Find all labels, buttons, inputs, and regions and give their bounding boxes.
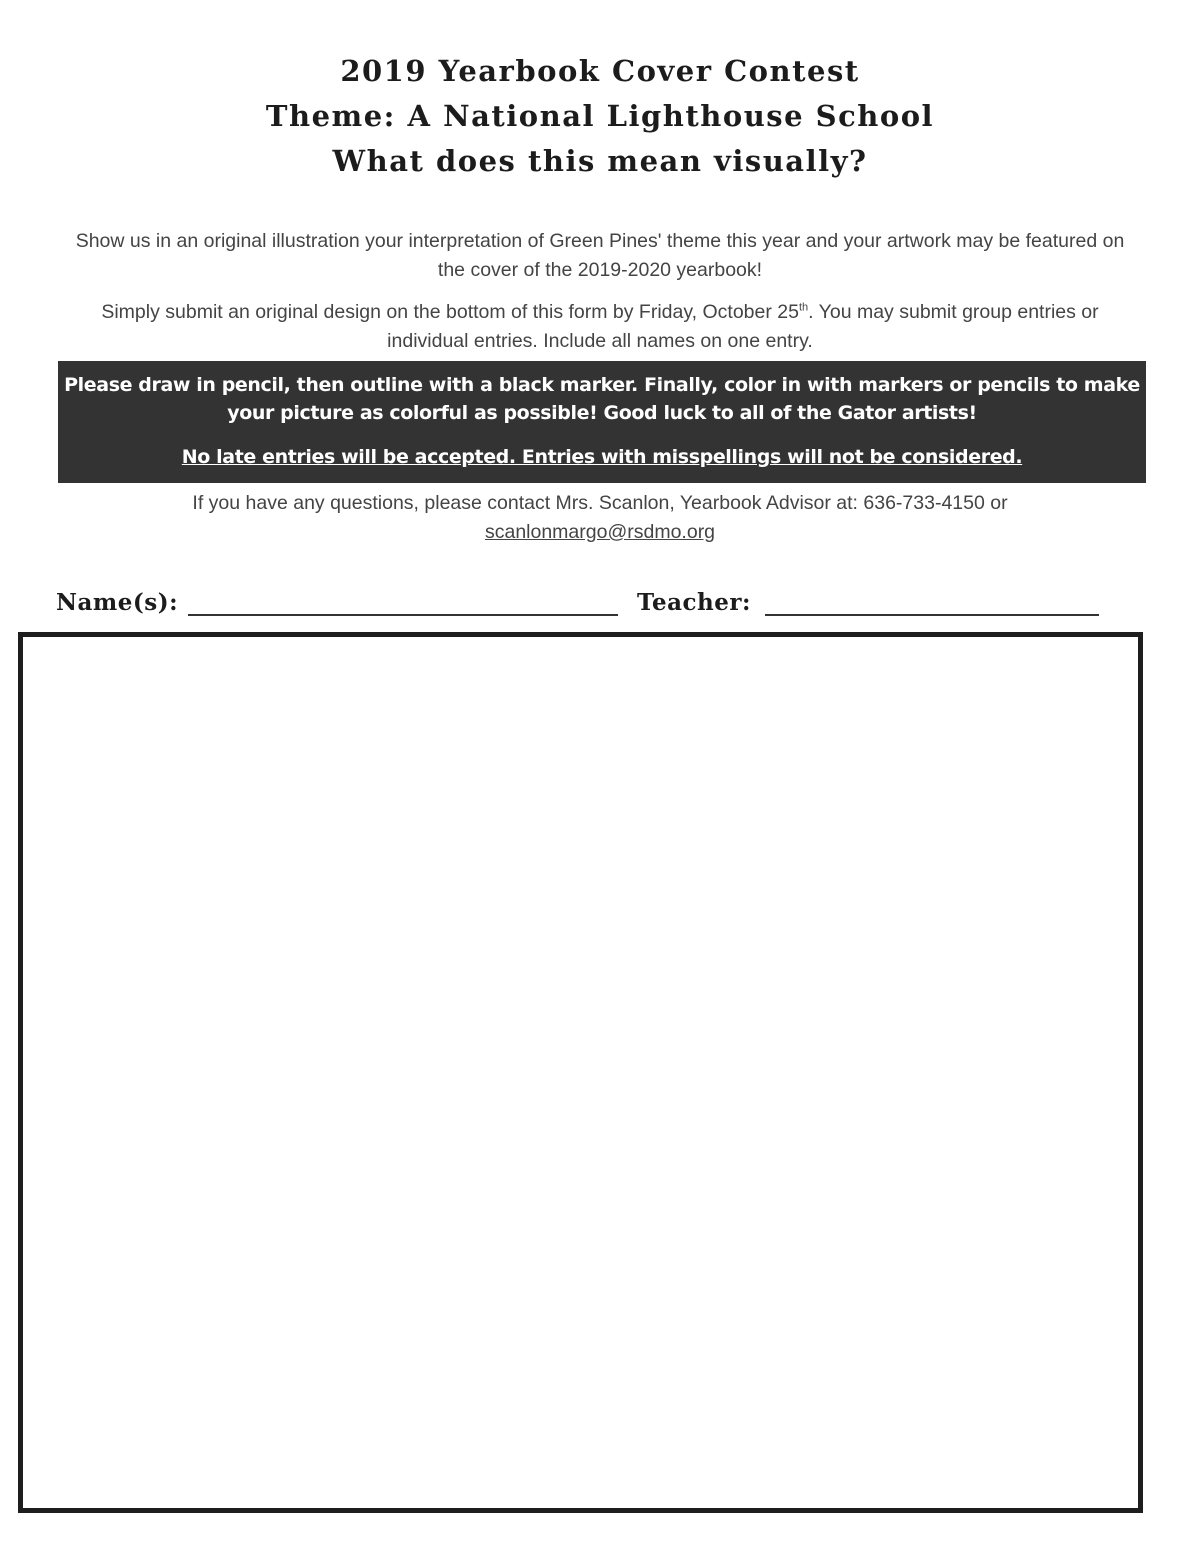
title-contest: 2019 Yearbook Cover Contest — [340, 54, 860, 88]
names-label: Name(s): — [56, 589, 179, 616]
contact-paragraph — [60, 489, 1140, 547]
drawing-area[interactable] — [18, 632, 1143, 1513]
date-ordinal-suffix: th — [798, 301, 809, 314]
drawing-instructions: Please draw in pencil, then outline with a black marker. Finally, color in with markers or pencils to make your picture as colorful as possible! Good luck to all of the Gator artists! — [64, 374, 1140, 424]
title-question: What does this mean visually? — [332, 144, 868, 178]
intro-paragraph: Show us in an original illustration your interpretation of Green Pines' theme this year and your artwork may be featured on the cover of the 2019-2020 yearbook! — [75, 230, 1125, 281]
late-entries-warning: No late entries will be accepted. Entries with misspellings will not be considered. — [181, 446, 1023, 468]
teacher-label: Teacher: — [637, 589, 751, 616]
contact-text: If you have any questions, please contact Mrs. Scanlon, Yearbook Advisor at: 636-733-4150 or — [192, 492, 1008, 514]
instructions-banner — [58, 361, 1146, 483]
submission-text-start: Simply submit an original design on the bottom of this form by Friday, October 25 — [101, 301, 799, 323]
title-theme: Theme: A National Lighthouse School — [265, 99, 935, 133]
teacher-blank[interactable] — [765, 614, 1099, 616]
names-blank[interactable] — [188, 614, 618, 616]
contact-email-link[interactable]: scanlonmargo@rsdmo.org — [484, 521, 716, 543]
submission-text-end: . You may submit group entries or individual entries. Include all names on one entry. — [387, 301, 1099, 352]
submission-paragraph — [60, 298, 1140, 356]
